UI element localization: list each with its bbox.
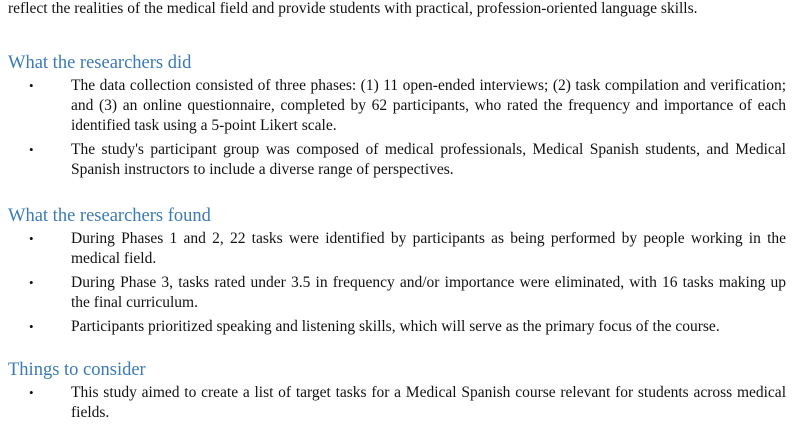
list-item [0,317,800,337]
section-heading-things-consider: Things to consider [8,360,146,380]
list-item [0,140,800,180]
bullet-icon: • [29,78,34,93]
section-heading-what-found: What the researchers found [8,206,211,226]
list-item-text: During Phase 3, tasks rated under 3.5 in frequency and/or importance were eliminated, with 16 tasks making up the final curriculum. [71,274,786,311]
section-list-what-found [0,229,800,341]
list-item-text: The data collection consisted of three phases: (1) 11 open-ended interviews; (2) task compilation and verification; and (3) an online questionnaire, completed by 62 participants, who rated the frequency and importance of each identified task using a 5-point Likert scale. [71,77,786,134]
list-item [0,273,800,313]
section-list-things-consider [0,383,800,427]
list-item-text: The study's participant group was composed of medical professionals, Medical Spanish students, and Medical Spanish instructors to include a diverse range of perspectives. [71,141,786,178]
intro-paragraph: reflect the realities of the medical field and provide students with practical, profession-oriented language skills. [8,0,698,17]
section-heading-what-did: What the researchers did [8,53,192,73]
bullet-icon: • [29,385,34,400]
list-item-text: This study aimed to create a list of target tasks for a Medical Spanish course relevant for students across medical fields. [71,384,786,421]
section-list-what-did [0,76,800,184]
list-item [0,76,800,136]
list-item [0,383,800,423]
bullet-icon: • [29,319,34,334]
bullet-icon: • [29,142,34,157]
bullet-icon: • [29,275,34,290]
list-item-text: Participants prioritized speaking and listening skills, which will serve as the primary focus of the course. [71,318,720,335]
list-item-text: During Phases 1 and 2, 22 tasks were identified by participants as being performed by people working in the medical field. [71,230,786,267]
bullet-icon: • [29,231,34,246]
list-item [0,229,800,269]
